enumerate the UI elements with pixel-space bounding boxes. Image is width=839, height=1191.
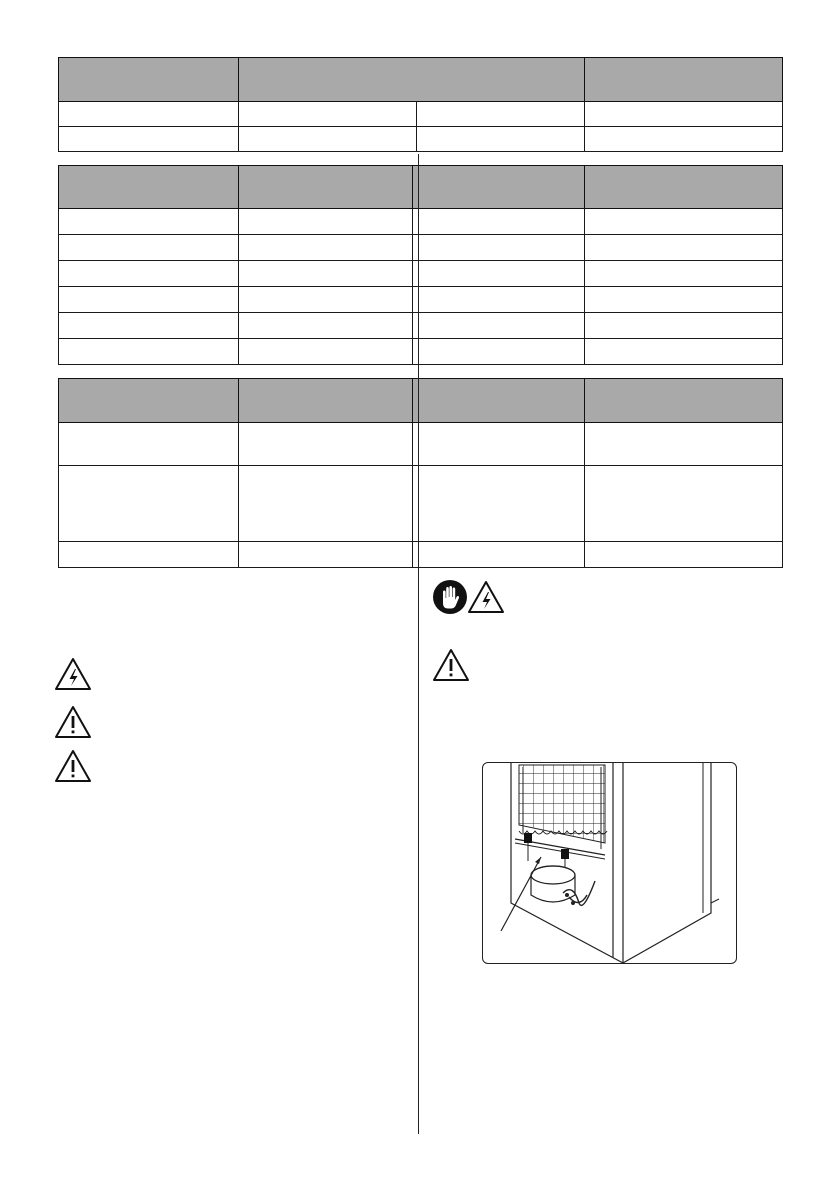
compressor-illustration bbox=[482, 762, 737, 964]
table-cell bbox=[585, 542, 783, 568]
table-cell bbox=[417, 102, 585, 127]
table-cell bbox=[585, 313, 783, 339]
table-row bbox=[59, 209, 783, 235]
table-cell bbox=[585, 287, 783, 313]
table-cell bbox=[239, 466, 413, 542]
table-cell bbox=[59, 542, 239, 568]
table-cell bbox=[585, 102, 783, 127]
table-row bbox=[59, 313, 783, 339]
header-cell bbox=[59, 379, 239, 423]
table-cell bbox=[413, 466, 585, 542]
caution-icon bbox=[54, 705, 92, 739]
header-cell bbox=[585, 58, 783, 102]
table-row bbox=[59, 287, 783, 313]
table-cell bbox=[417, 127, 585, 152]
header-cell bbox=[585, 166, 783, 209]
header-cell bbox=[239, 166, 413, 209]
table-cell bbox=[413, 209, 585, 235]
table-cell bbox=[59, 466, 239, 542]
spec-table-3 bbox=[58, 378, 783, 568]
table-cell bbox=[413, 542, 585, 568]
table-cell bbox=[59, 287, 239, 313]
electric-warning-icon bbox=[54, 657, 92, 691]
table-cell bbox=[239, 102, 417, 127]
table-header-row bbox=[59, 166, 783, 209]
table-row bbox=[59, 235, 783, 261]
table-cell bbox=[413, 423, 585, 466]
table-row bbox=[59, 339, 783, 365]
table-cell bbox=[585, 423, 783, 466]
column-divider bbox=[418, 154, 419, 1134]
header-cell bbox=[239, 58, 585, 102]
table-row bbox=[59, 127, 783, 152]
table-row bbox=[59, 542, 783, 568]
table-header-row bbox=[59, 379, 783, 423]
table-cell bbox=[239, 235, 413, 261]
table-cell bbox=[239, 339, 413, 365]
header-cell bbox=[413, 166, 585, 209]
header-cell bbox=[239, 379, 413, 423]
header-cell bbox=[59, 166, 239, 209]
table-row bbox=[59, 423, 783, 466]
table-cell bbox=[413, 235, 585, 261]
table-cell bbox=[59, 423, 239, 466]
table-cell bbox=[239, 287, 413, 313]
table-cell bbox=[59, 261, 239, 287]
table-cell bbox=[585, 261, 783, 287]
table-cell bbox=[59, 127, 239, 152]
table-cell bbox=[59, 102, 239, 127]
table-cell bbox=[413, 287, 585, 313]
table-row bbox=[59, 466, 783, 542]
electric-warning-icon bbox=[467, 580, 505, 614]
table-cell bbox=[413, 339, 585, 365]
table-row bbox=[59, 102, 783, 127]
table-cell bbox=[239, 423, 413, 466]
table-cell bbox=[239, 542, 413, 568]
fridge-rear-drawing bbox=[483, 763, 736, 963]
table-header-row bbox=[59, 58, 783, 102]
table-row bbox=[59, 261, 783, 287]
table-cell bbox=[239, 127, 417, 152]
table-cell bbox=[413, 313, 585, 339]
spec-table-1 bbox=[58, 57, 783, 152]
table-cell bbox=[239, 261, 413, 287]
header-cell bbox=[413, 379, 585, 423]
spec-table-2 bbox=[58, 165, 783, 365]
header-cell bbox=[585, 379, 783, 423]
table-cell bbox=[59, 209, 239, 235]
table-cell bbox=[59, 235, 239, 261]
table-cell bbox=[585, 235, 783, 261]
caution-icon bbox=[54, 749, 92, 783]
no-touch-hand-icon bbox=[432, 579, 468, 615]
table-cell bbox=[585, 466, 783, 542]
caution-icon bbox=[432, 648, 470, 682]
table-cell bbox=[585, 339, 783, 365]
table-cell bbox=[585, 209, 783, 235]
table-cell bbox=[239, 313, 413, 339]
table-cell bbox=[59, 339, 239, 365]
table-cell bbox=[585, 127, 783, 152]
table-cell bbox=[413, 261, 585, 287]
header-cell bbox=[59, 58, 239, 102]
table-cell bbox=[239, 209, 413, 235]
table-cell bbox=[59, 313, 239, 339]
